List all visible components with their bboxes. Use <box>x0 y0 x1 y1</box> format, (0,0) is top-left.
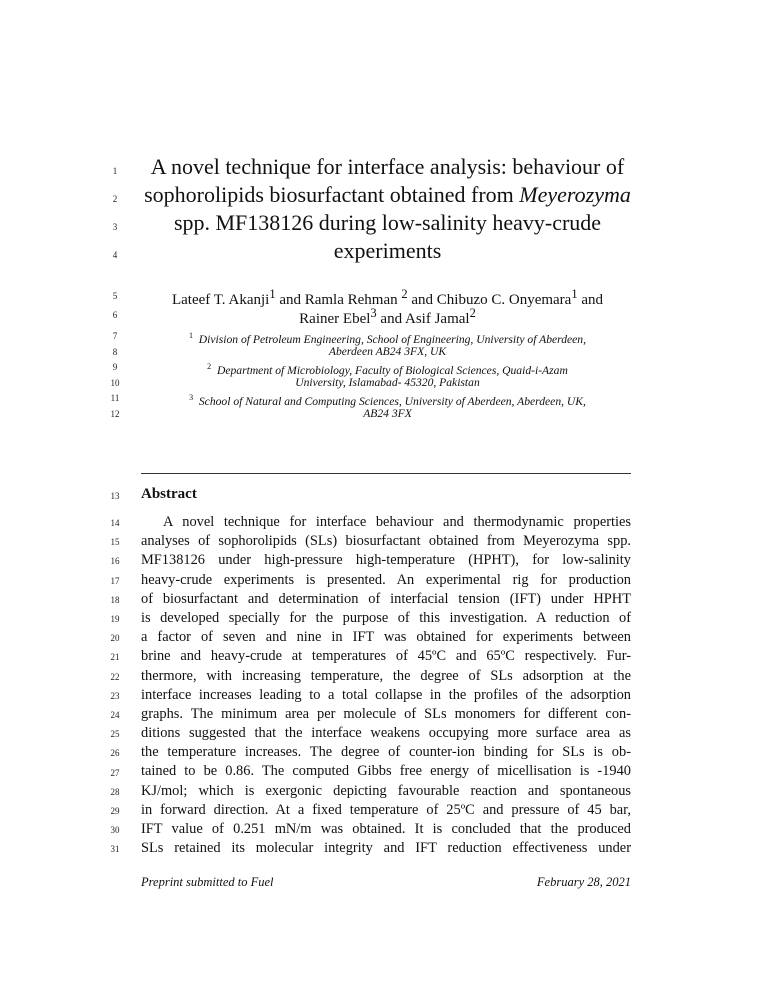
abstract-line: the temperature increases. The degree of counter-ion binding for SLs is ob- <box>141 744 631 761</box>
line-number: 23 <box>110 691 120 701</box>
affil-marker: 1 <box>188 331 193 340</box>
author-affil-mark: 3 <box>370 306 377 320</box>
line-number: 24 <box>110 710 120 720</box>
title-text: sophorolipids biosurfactant obtained from <box>144 182 520 207</box>
abstract-line: MF138126 under high-pressure high-temperature (HPHT), for low-salinity <box>141 552 631 569</box>
line-number: 22 <box>110 672 120 682</box>
line-number: 26 <box>110 748 120 758</box>
line-number: 20 <box>110 633 120 643</box>
affiliations <box>140 328 635 421</box>
abstract-line: interface increases leading to a total collapse in the profiles of the adsorption <box>141 686 631 703</box>
line-number: 6 <box>112 310 118 320</box>
affil-marker: 2 <box>207 362 212 371</box>
abstract-line: SLs retained its molecular integrity and IFT reduction effectiveness under <box>141 840 631 857</box>
line-number: 29 <box>110 806 120 816</box>
line-number: 11 <box>110 393 120 403</box>
abstract-line: ditions suggested that the interface weakens occupying more surface area as <box>141 725 631 742</box>
abstract-line: heavy-crude experiments is presented. An experimental rig for production <box>141 571 631 588</box>
section-divider <box>141 473 631 474</box>
author-name: Rainer Ebel <box>299 311 371 327</box>
author-affil-mark: 2 <box>401 287 408 301</box>
abstract-line: IFT value of 0.251 mN/m was obtained. It is concluded that the produced <box>141 821 631 837</box>
author-name: and Ramla Rehman <box>275 292 402 308</box>
abstract-line: A novel technique for interface behaviour and thermodynamic properties <box>163 514 631 530</box>
affiliation-line <box>140 328 635 344</box>
abstract-heading: Abstract <box>141 486 197 502</box>
title-species: Meyerozyma <box>519 182 631 207</box>
author-list <box>140 285 635 327</box>
line-number: 13 <box>110 491 120 501</box>
preprint-date: February 28, 2021 <box>536 875 631 889</box>
author-affil-mark: 1 <box>571 287 578 301</box>
line-number: 3 <box>112 222 118 232</box>
line-number: 7 <box>112 331 118 341</box>
affiliation-text: Department of Microbiology, Faculty of Biological Sciences, Quaid-i-Azam <box>216 363 568 377</box>
affiliation-line: AB24 3FX <box>363 406 412 420</box>
line-number: 4 <box>112 250 118 260</box>
abstract-line: is developed specially for the purpose of this investigation. A reduction of <box>141 609 631 626</box>
title-line: A novel technique for interface analysis: behaviour of <box>150 154 625 179</box>
affiliation-line <box>140 390 635 406</box>
line-number: 19 <box>110 614 120 624</box>
line-number: 15 <box>110 537 120 547</box>
line-number: 9 <box>112 362 118 372</box>
preprint-note: Preprint submitted to Fuel <box>141 875 274 889</box>
abstract-line: graphs. The minimum area per molecule of SLs monomers for different con- <box>141 705 631 722</box>
author-name: and Asif Jamal <box>376 311 470 327</box>
abstract-line: analyses of sophorolipids (SLs) biosurfactant obtained from Meyerozyma spp. <box>141 533 631 550</box>
line-number: 16 <box>110 556 120 566</box>
affil-marker: 3 <box>189 393 194 402</box>
affiliation-line <box>140 359 635 375</box>
abstract-line: KJ/mol; which is exergonic depicting favourable reaction and spontaneous <box>141 782 631 799</box>
line-number: 14 <box>110 518 120 528</box>
line-number: 1 <box>112 166 118 176</box>
line-number: 27 <box>110 768 120 778</box>
author-name: Lateef T. Akanji <box>171 292 270 308</box>
line-number: 17 <box>110 576 120 586</box>
author-conjunction: and <box>577 292 604 308</box>
author-name: and Chibuzo C. Onyemara <box>407 292 572 308</box>
paper-title <box>140 153 635 265</box>
abstract-line: of biosurfactant and determination of interfacial tension (IFT) under HPHT <box>141 590 631 607</box>
affiliation-text: School of Natural and Computing Sciences, University of Aberdeen, Aberdeen, UK, <box>198 394 586 408</box>
line-number: 31 <box>110 844 120 854</box>
abstract-line: thermore, with increasing temperature, the degree of SLs adsorption at the <box>141 667 631 684</box>
title-line: spp. MF138126 during low-salinity heavy-crude <box>173 210 602 235</box>
line-number: 30 <box>110 825 120 835</box>
line-number: 25 <box>110 729 120 739</box>
abstract-line: tained to be 0.86. The computed Gibbs free energy of micellisation is -1940 <box>141 763 631 780</box>
line-number: 8 <box>112 347 118 357</box>
line-number: 5 <box>112 291 118 301</box>
line-number: 12 <box>110 409 120 419</box>
author-affil-mark: 2 <box>469 306 476 320</box>
author-affil-mark: 1 <box>269 287 276 301</box>
abstract-line: brine and heavy-crude at temperatures of 45ºC and 65ºC respectively. Fur- <box>141 648 631 665</box>
line-number: 2 <box>112 194 118 204</box>
abstract-line: a factor of seven and nine in IFT was obtained for experiments between <box>141 629 631 646</box>
line-number: 21 <box>110 652 120 662</box>
title-line: experiments <box>333 238 442 263</box>
affiliation-line: University, Islamabad- 45320, Pakistan <box>295 375 480 389</box>
affiliation-line: Aberdeen AB24 3FX, UK <box>328 344 447 358</box>
title-line <box>140 181 635 209</box>
author-line <box>140 285 635 308</box>
abstract-line: in forward direction. At a fixed temperature of 25ºC and pressure of 45 bar, <box>141 801 631 818</box>
line-number: 18 <box>110 595 120 605</box>
line-number: 10 <box>110 378 120 388</box>
affiliation-text: Division of Petroleum Engineering, School of Engineering, University of Aberdeen, <box>198 332 587 346</box>
abstract-body <box>141 513 631 858</box>
line-number: 28 <box>110 787 120 797</box>
